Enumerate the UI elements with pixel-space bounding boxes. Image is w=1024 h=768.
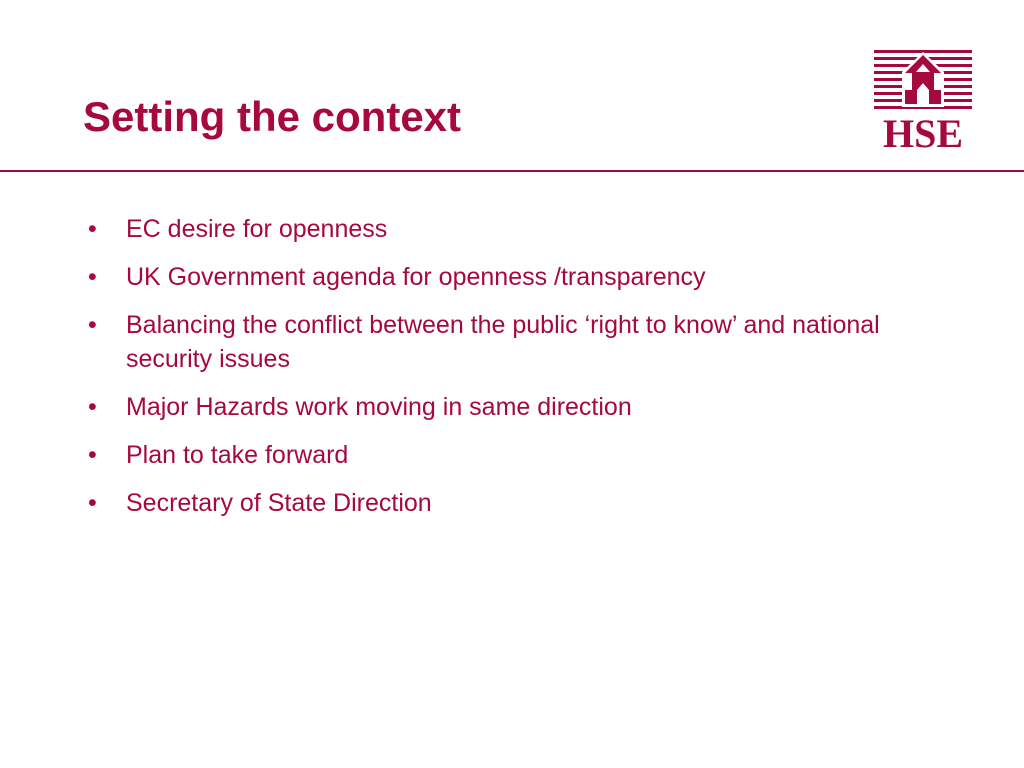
- header-divider: [0, 170, 1024, 172]
- list-item: [88, 260, 948, 294]
- list-item: [88, 390, 948, 424]
- bullet-text: EC desire for openness: [126, 215, 388, 243]
- bullet-icon: •: [88, 441, 97, 469]
- list-item: [88, 212, 948, 246]
- bullet-text: Plan to take forward: [126, 441, 349, 469]
- bullet-icon: •: [88, 489, 97, 517]
- slide-title: Setting the context: [83, 93, 462, 140]
- bullet-text: UK Government agenda for openness /transparency: [126, 263, 706, 291]
- list-item: [88, 308, 948, 376]
- bullet-text: Secretary of State Direction: [126, 489, 432, 517]
- bullet-icon: •: [88, 311, 97, 339]
- bullet-text: Balancing the conflict between the public ‘right to know’ and national security issues: [126, 311, 880, 373]
- list-item: [88, 486, 948, 520]
- bullet-list: [88, 212, 948, 534]
- bullet-text: Major Hazards work moving in same direction: [126, 393, 632, 421]
- bullet-icon: •: [88, 263, 97, 291]
- bullet-icon: •: [88, 215, 97, 243]
- hse-logo: [874, 50, 972, 150]
- hse-logo-text: HSE: [882, 111, 964, 150]
- list-item: [88, 438, 948, 472]
- hse-logo-icon: [874, 50, 972, 150]
- bullet-icon: •: [88, 393, 97, 421]
